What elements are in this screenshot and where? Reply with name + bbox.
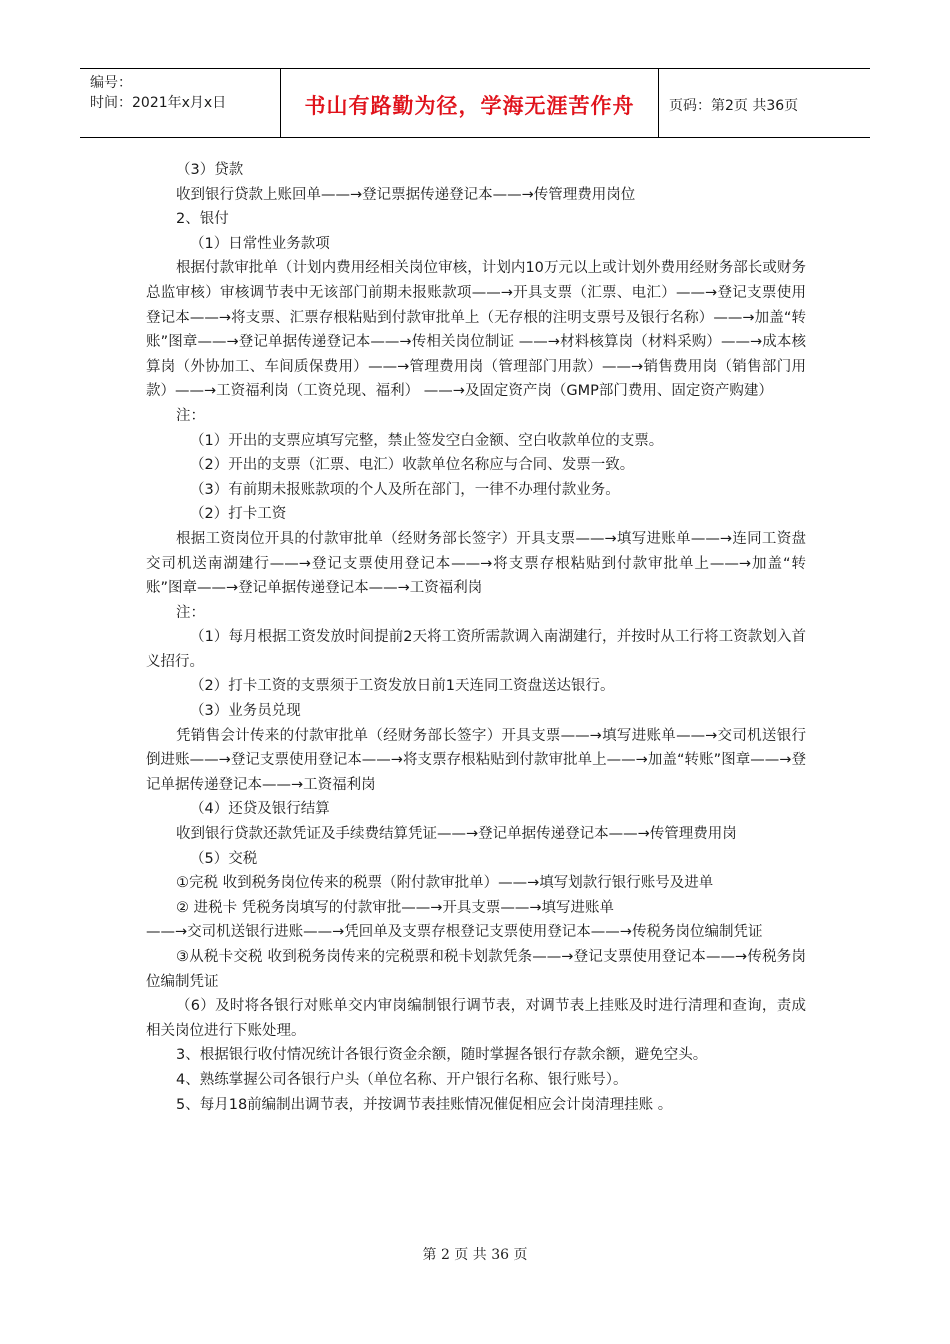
body-paragraph: 根据付款审批单（计划内费用经相关岗位审核，计划内10万元以上或计划外费用经财务部长或财务总监审核）审核调节表中无该部门前期未报账款项——→开具支票（汇票、电汇）——→登记支票使用登记本——→将支票、汇票存根粘贴到付款审批单上（无存根的注明支票号及银行名称）——→加盖“转账”图章——→登记单据传递登记本——→传相关岗位制证 ——→材料核算岗（材料采购）——→成本核算岗（外协加工、车间质保费用）——→管理费用岗（管理部门用款）——→销售费用岗（销售部门用款）——→工资福利岗（工资兑现、福利） ——→及固定资产岗（GMP部门费用、固定资产购建）: [146, 260, 806, 400]
body-paragraph: 收到银行贷款还款凭证及手续费结算凭证——→登记单据传递登记本——→传管理费用岗: [176, 826, 737, 843]
body-paragraph: （6）及时将各银行对账单交内审岗编制银行调节表，对调节表上挂账及时进行清理和查询，责成相关岗位进行下账处理。: [146, 998, 806, 1039]
body-paragraph: （2）打卡工资的支票须于工资发放日前1天连同工资盘送达银行。: [190, 678, 615, 695]
body-paragraph: （2）开出的支票（汇票、电汇）收款单位名称应与合同、发票一致。: [190, 457, 635, 474]
body-paragraph: 4、熟练掌握公司各银行户头（单位名称、开户银行名称、银行账号）。: [176, 1071, 628, 1088]
body-paragraph: （1）每月根据工资发放时间提前2天将工资所需款调入南湖建行，并按时从工行将工资款划入首义招行。: [146, 629, 806, 670]
header-page-info: 页码：第2页 共36页: [669, 98, 799, 114]
page-header: [80, 68, 870, 138]
body-paragraph: （3）有前期未报账款项的个人及所在部门，一律不办理付款业务。: [190, 481, 620, 498]
document-body: [146, 158, 806, 1117]
body-paragraph: 收到银行贷款上账回单——→登记票据传递登记本——→传管理费用岗位: [176, 186, 636, 203]
page-footer: 第 2 页 共 36 页: [422, 1247, 528, 1263]
body-paragraph: （3）业务员兑现: [190, 703, 301, 720]
body-paragraph: （4）还贷及银行结算: [190, 801, 330, 818]
document-date: 时间：2021年x月x日: [90, 95, 227, 111]
header-motto: 书山有路勤为径，学海无涯苦作舟: [281, 69, 659, 137]
body-paragraph: 2、银付: [176, 211, 229, 228]
body-paragraph: ①完税 收到税务岗位传来的税票（附付款审批单）——→填写划款行银行账号及进单: [176, 875, 714, 892]
document-number-label: 编号：: [90, 75, 132, 91]
body-paragraph: （3）贷款: [176, 162, 244, 178]
body-paragraph: （5）交税: [190, 850, 258, 867]
body-paragraph: （2）打卡工资: [190, 506, 287, 523]
body-paragraph: 注：: [176, 407, 205, 424]
header-meta: [80, 69, 281, 137]
body-paragraph: ② 进税卡 凭税务岗填写的付款审批——→开具支票——→填写进账单: [176, 899, 615, 916]
body-paragraph: 凭销售会计传来的付款审批单（经财务部长签字）开具支票——→填写进账单——→交司机送银行倒进账——→登记支票使用登记本——→将支票存根粘贴到付款审批单上——→加盖“转账”图章——→登记单据传递登记本——→工资福利岗: [146, 727, 806, 793]
body-paragraph: ③从税卡交税 收到税务岗传来的完税票和税卡划款凭条——→登记支票使用登记本——→传税务岗位编制凭证: [146, 949, 806, 990]
body-paragraph: 5、每月18前编制出调节表，并按调节表挂账情况催促相应会计岗清理挂账 。: [176, 1096, 673, 1113]
body-paragraph: （1）日常性业务款项: [190, 235, 330, 252]
body-paragraph: ——→交司机送银行进账——→凭回单及支票存根登记支票使用登记本——→传税务岗位编制凭证: [146, 924, 763, 941]
body-paragraph: 根据工资岗位开具的付款审批单（经财务部长签字）开具支票——→填写进账单——→连同工资盘交司机送南湖建行——→登记支票使用登记本——→将支票存根粘贴到付款审批单上——→加盖“转账”图章——→登记单据传递登记本——→工资福利岗: [146, 530, 806, 597]
body-paragraph: 3、根据银行收付情况统计各银行资金余额，随时掌握各银行存款余额，避免空头。: [176, 1047, 708, 1064]
body-paragraph: 注：: [176, 604, 205, 621]
body-paragraph: （1）开出的支票应填写完整，禁止签发空白金额、空白收款单位的支票。: [190, 432, 664, 449]
